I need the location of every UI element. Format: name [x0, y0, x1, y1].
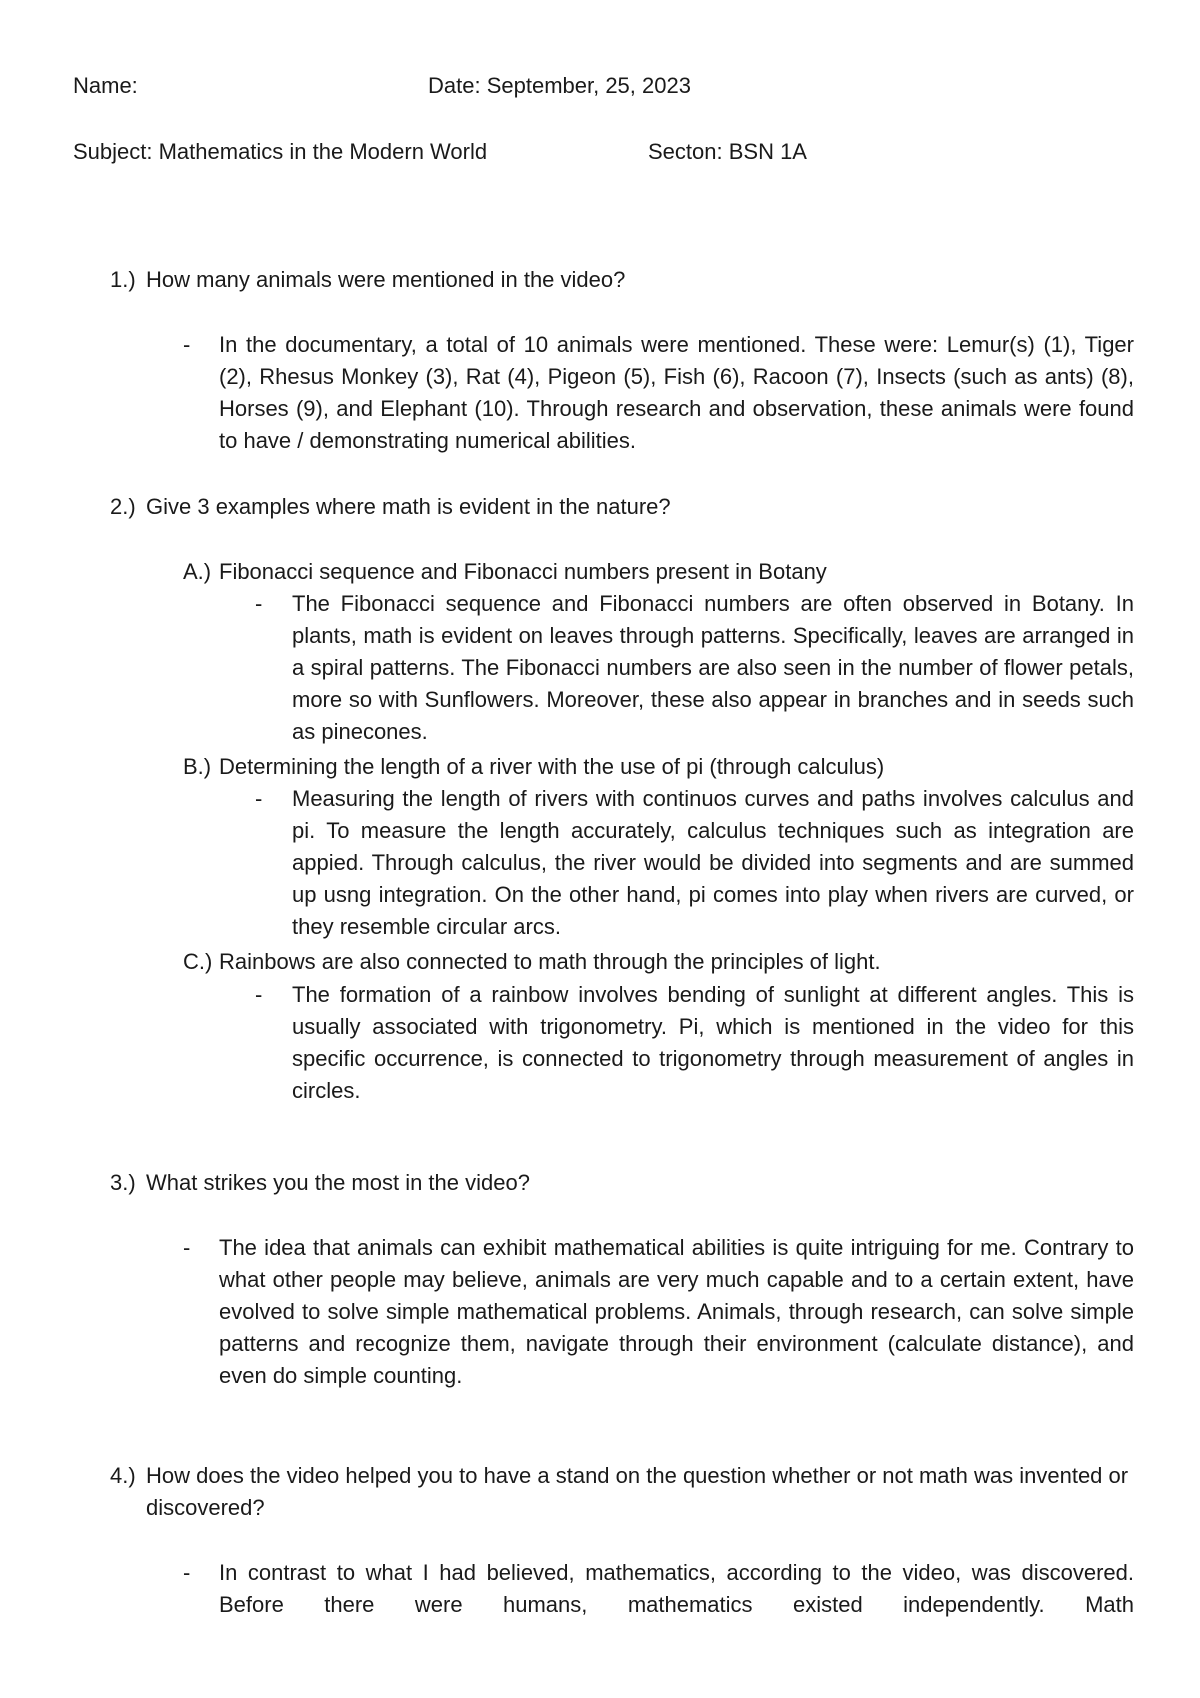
name-label: Name:: [73, 73, 138, 98]
answer-3-bullet: -: [183, 1235, 191, 1260]
answer-3-text: The idea that animals can exhibit mathematical abilities is quite intriguing for me. Contrary to what other people may believe, animals are very much capable and to a certain extent, have evolved to solve simple mathematical problems. Animals, through research, can solve simple patterns and recognize them, navigate through their environment (calculate distance), and even do simple counting.: [219, 1235, 1134, 1388]
question-2-number: 2.): [110, 494, 136, 519]
date-text: Date: September, 25, 2023: [428, 73, 691, 98]
item-b-label: B.): [183, 754, 212, 779]
item-c-title: Rainbows are also connected to math through the principles of light.: [219, 949, 881, 974]
answer-4-text: In contrast to what I had believed, mathematics, according to the video, was discovered. Before there were humans, mathematics existed independently. Math: [219, 1560, 1134, 1617]
item-a-label: A.): [183, 559, 212, 584]
item-a-bullet: -: [255, 591, 263, 616]
item-b-text: Measuring the length of rivers with continuos curves and paths involves calculus and pi. To measure the length accurately, calculus techniques such as integration are appied. Through calculus, the river would be divided into segments and are summed up usng integration. On the other hand, pi comes into play when rivers are curved, or they resemble circular arcs.: [292, 786, 1134, 939]
answer-1-text: In the documentary, a total of 10 animals were mentioned. These were: Lemur(s) (1), Tiger (2), Rhesus Monkey (3), Rat (4), Pigeon (5), Fish (6), Racoon (7), Insects (such as ants) (8), Horses (9), and Elephant (10). Through research and observation, these animals were found to have / demonstrating numerical abilities.: [219, 332, 1134, 453]
question-2-text: Give 3 examples where math is evident in the nature?: [146, 494, 671, 519]
item-c-text: The formation of a rainbow involves bending of sunlight at different angles. This is usually associated with trigonometry. Pi, which is mentioned in the video for this specific occurrence, is connected to trigonometry through measurement of angles in circles.: [292, 982, 1134, 1103]
item-a-text: The Fibonacci sequence and Fibonacci numbers are often observed in Botany. In plants, math is evident on leaves through patterns. Specifically, leaves are arranged in a spiral patterns. The Fibonacci numbers are also seen in the number of flower petals, more so with Sunflowers. Moreover, these also appear in branches and in seeds such as pinecones.: [292, 591, 1134, 744]
section-text: Secton: BSN 1A: [648, 139, 807, 164]
question-1-number: 1.): [110, 267, 136, 292]
answer-1-bullet: -: [183, 332, 191, 357]
item-b-title: Determining the length of a river with the use of pi (through calculus): [219, 754, 885, 779]
item-a-title: Fibonacci sequence and Fibonacci numbers present in Botany: [219, 559, 827, 584]
subject-text: Subject: Mathematics in the Modern World: [73, 139, 488, 164]
item-c-bullet: -: [255, 982, 263, 1007]
item-c-label: C.): [183, 949, 213, 974]
item-b-bullet: -: [255, 786, 263, 811]
question-4-text: How does the video helped you to have a stand on the question whether or not math was invented or discovered?: [146, 1463, 1129, 1520]
answer-4-bullet: -: [183, 1560, 191, 1585]
question-3-number: 3.): [110, 1170, 136, 1195]
question-1-text: How many animals were mentioned in the video?: [146, 267, 626, 292]
question-3-text: What strikes you the most in the video?: [146, 1170, 530, 1195]
question-4-number: 4.): [110, 1463, 136, 1488]
